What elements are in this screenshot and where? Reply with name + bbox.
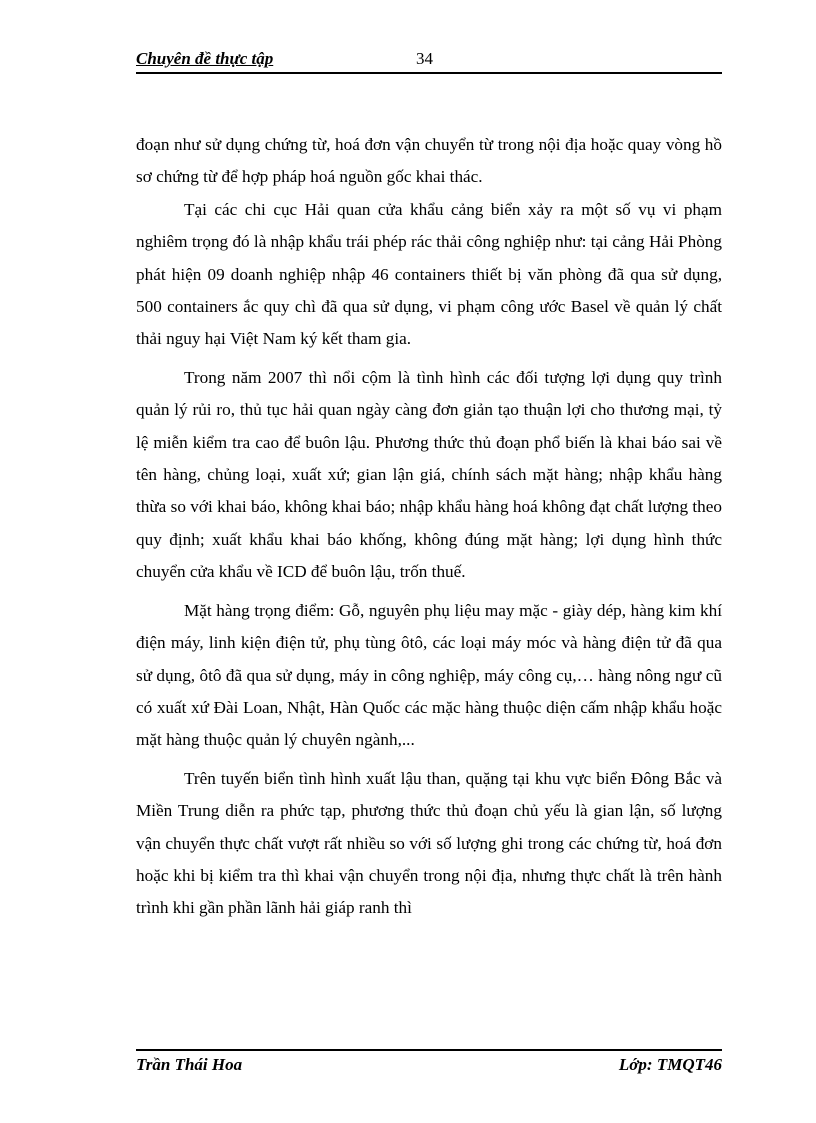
author-name: Trần Thái Hoa [136, 1055, 243, 1074]
paragraph-2: Tại các chi cục Hải quan cửa khẩu cảng biển xảy ra một số vụ vi phạm nghiêm trọng đó là nhập khẩu trái phép rác thải công nghiệp như: tại cảng Hải Phòng phát hiện 09 doanh nghiệp nhập 46 containers thiết bị văn phòng đã qua sử dụng, 500 containers ắc quy chì đã qua sử dụng, vi phạm công ước Basel về quản lý chất thải nguy hại Việt Nam ký kết tham gia. [136, 199, 722, 349]
page-header [136, 48, 722, 74]
paragraph-1: đoạn như sử dụng chứng từ, hoá đơn vận chuyển từ trong nội địa hoặc quay vòng hồ sơ chứng từ để hợp pháp hoá nguồn gốc khai thác. [136, 135, 722, 187]
paragraph-5: Trên tuyến biển tình hình xuất lậu than, quặng tại khu vực biển Đông Bắc và Miền Trung diễn ra phức tạp, phương thức thủ đoạn chủ yếu là gian lận, số lượng vận chuyển thực chất vượt rất nhiều so với số lượng ghi trong các chứng từ, hoá đơn hoặc khi bị kiểm tra thì khai vận chuyển trong nội địa, nhưng thực chất là trên hành trình khi gần phần lãnh hải giáp ranh thì [136, 768, 722, 918]
paragraph-4: Mặt hàng trọng điểm: Gỗ, nguyên phụ liệu may mặc - giày dép, hàng kim khí điện máy, linh kiện điện tử, phụ tùng ôtô, các loại máy móc và hàng điện tử đã qua sử dụng, ôtô đã qua sử dụng, máy in công nghiệp, máy công cụ,… hàng nông ngư cũ có xuất xứ Đài Loan, Nhật, Hàn Quốc các mặc hàng thuộc diện cấm nhập khẩu hoặc mặt hàng thuộc quản lý chuyên ngành,... [136, 600, 722, 750]
body-text [136, 129, 722, 925]
paragraph-3: Trong năm 2007 thì nổi cộm là tình hình các đối tượng lợi dụng quy trình quản lý rủi ro, thủ tục hải quan ngày càng đơn giản tạo thuận lợi cho thương mại, tỷ lệ miễn kiểm tra cao để buôn lậu. Phương thức thủ đoạn phổ biến là khai báo sai về tên hàng, chủng loại, xuất xứ; gian lận giá, chính sách mặt hàng; nhập khẩu hàng thừa so với khai báo, không khai báo; nhập khẩu hàng hoá không đạt chất lượng theo quy định; xuất khẩu khai báo khống, không đúng mặt hàng; lợi dụng hình thức chuyển cửa khẩu về ICD để buôn lậu, trốn thuế. [136, 367, 722, 582]
class-label: Lớp: TMQT46 [618, 1055, 722, 1074]
page-number: 34 [416, 49, 433, 68]
page-footer [136, 1049, 722, 1081]
document-title: Chuyên đề thực tập [136, 49, 274, 68]
